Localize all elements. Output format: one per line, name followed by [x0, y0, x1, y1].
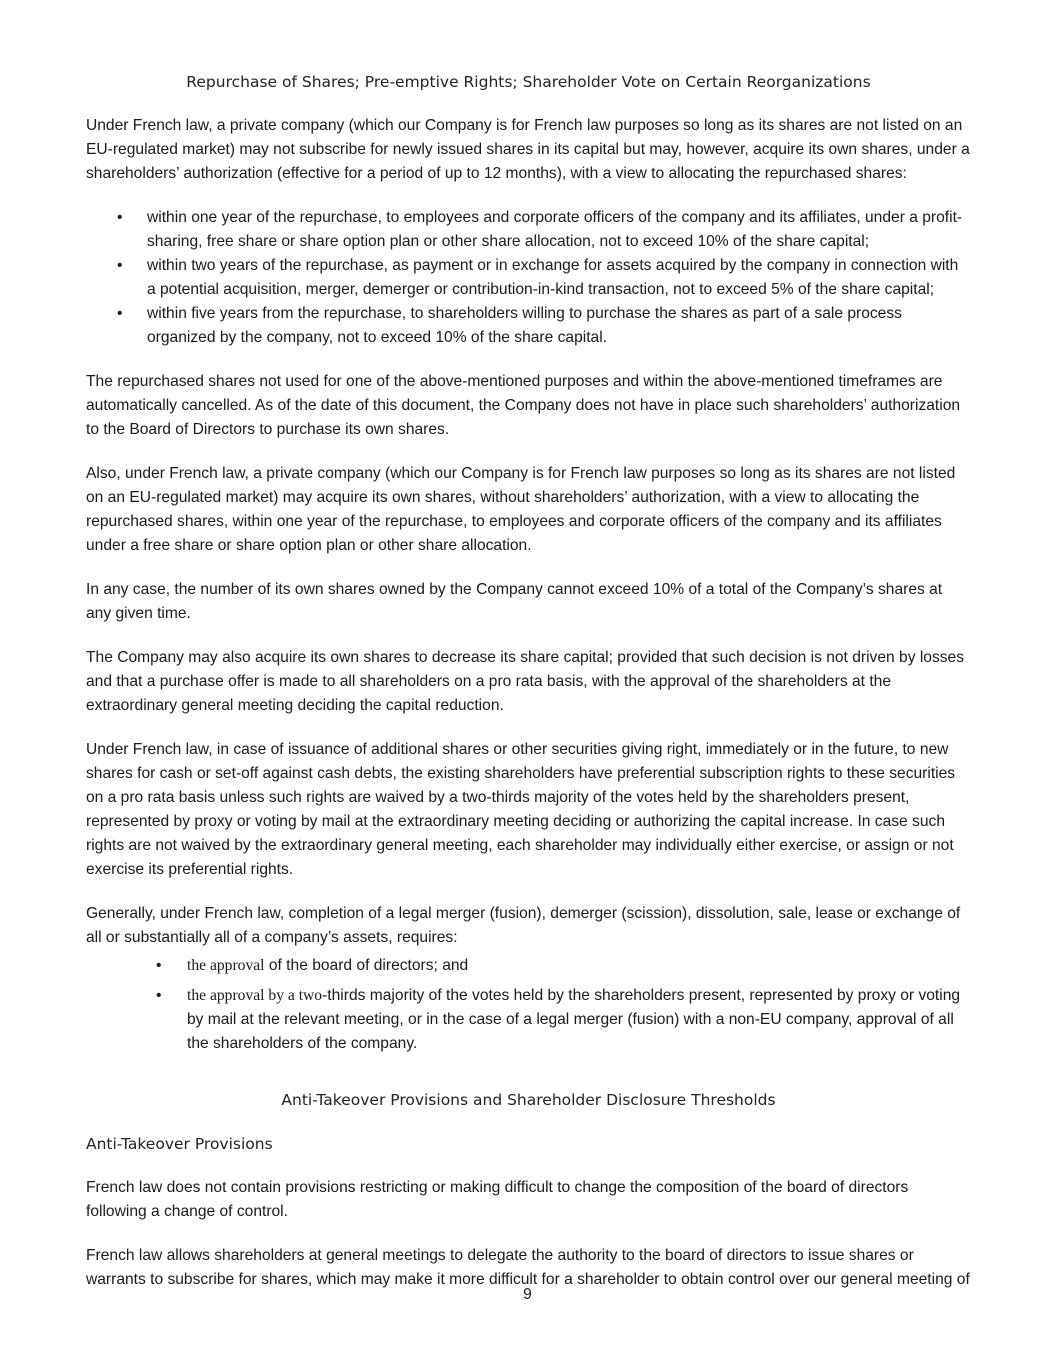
list-item	[86, 954, 971, 978]
merger-requirements-paragraph: Generally, under French law, completion of a legal merger (fusion), demerger (scission), dissolution, sale, lease or exchange of all or substantially all of a company’s assets, requires:	[86, 905, 961, 946]
list-item	[86, 984, 971, 1056]
preferential-rights-paragraph: Under French law, in case of issuance of additional shares or other securities giving right, immediately or in the future, to new shares for cash or set-off against cash debts, the existing shareholders have preferential subscription rights to these securities on a pro rata basis unless such rights are waived by a two-thirds majority of the votes held by the shareholders present, represented by proxy or voting by mail at the extraordinary meeting deciding or authorizing the capital increase. In case such rights are not waived by the extraordinary general meeting, each shareholder may individually either exercise, or assign or not exercise its preferential rights.	[86, 741, 956, 878]
list-item	[86, 254, 971, 302]
list-item-text: within five years from the repurchase, to shareholders willing to purchase the shares as part of a sale process organized by the company, not to exceed 10% of the share capital.	[147, 305, 902, 346]
cancellation-paragraph: The repurchased shares not used for one of the above-mentioned purposes and within the above-mentioned timeframes are automatically cancelled. As of the date of this document, the Company does not have in place such shareholders’ authorization to the Board of Directors to purchase its own shares.	[86, 373, 961, 438]
bullet-icon: •	[117, 305, 123, 322]
private-company-paragraph: Also, under French law, a private company (which our Company is for French law purposes so long as its shares are not listed on an EU-regulated market) may acquire its own shares, without shareholders’ authorization, with a view to allocating the repurchased shares, within one year of the repurchase, to employees and corporate officers of the company and its affiliates under a free share or share option plan or other share allocation.	[86, 465, 956, 554]
intro-paragraph: Under French law, a private company (which our Company is for French law purposes so long as its shares are not listed on an EU-regulated market) may not subscribe for newly issued shares in its capital but may, however, acquire its own shares, under a shareholders’ authorization (effective for a period of up to 12 months), with a view to allocating the repurchased shares:	[86, 117, 970, 182]
requirement-lead-text: the approval by a two	[187, 987, 323, 1004]
bullet-icon: •	[117, 257, 123, 274]
bullet-icon: •	[156, 957, 162, 974]
subheading-anti-takeover-provisions: Anti-Takeover Provisions	[86, 1135, 273, 1153]
bullet-icon: •	[156, 987, 162, 1004]
section-heading-anti-takeover: Anti-Takeover Provisions and Shareholder Disclosure Thresholds	[281, 1091, 776, 1109]
list-item	[86, 206, 971, 254]
requirement-lead-text: the approval	[187, 957, 265, 974]
requirement-text: of the board of directors; and	[264, 957, 469, 974]
list-item-text: within two years of the repurchase, as payment or in exchange for assets acquired by the company in connection with a potential acquisition, merger, demerger or contribution-in-kind transaction, not to exceed 5% of the share capital;	[147, 257, 959, 298]
ten-percent-limit-paragraph: In any case, the number of its own shares owned by the Company cannot exceed 10% of a total of the Company’s shares at any given time.	[86, 581, 943, 622]
requirement-text: -thirds majority of the votes held by the shareholders present, represented by proxy or voting by mail at the relevant meeting, or in the case of a legal merger (fusion) with a non-EU company, approval of all the shareholders of the company.	[187, 987, 961, 1052]
list-item-text: within one year of the repurchase, to employees and corporate officers of the company and its affiliates, under a profit-sharing, free share or share option plan or other share allocation, not to exceed 10% of the share capital;	[147, 209, 963, 250]
repurchase-purposes-list	[86, 206, 971, 350]
list-item	[86, 302, 971, 350]
delegation-paragraph: French law allows shareholders at general meetings to delegate the authority to the board of directors to issue shares or warrants to subscribe for shares, which may make it more difficult for a shareholder to obtain control over our general meeting of	[86, 1247, 970, 1288]
bullet-icon: •	[117, 209, 123, 226]
board-composition-paragraph: French law does not contain provisions restricting or making difficult to change the composition of the board of directors following a change of control.	[86, 1179, 909, 1220]
section-heading-repurchase: Repurchase of Shares; Pre-emptive Rights; Shareholder Vote on Certain Reorganizations	[186, 73, 871, 91]
capital-decrease-paragraph: The Company may also acquire its own shares to decrease its share capital; provided that such decision is not driven by losses and that a purchase offer is made to all shareholders on a pro rata basis, with the approval of the shareholders at the extraordinary general meeting deciding the capital reduction.	[86, 649, 965, 714]
approval-requirements-list	[86, 954, 971, 1056]
document-page	[86, 70, 971, 1312]
page-number: 9	[523, 1286, 532, 1303]
